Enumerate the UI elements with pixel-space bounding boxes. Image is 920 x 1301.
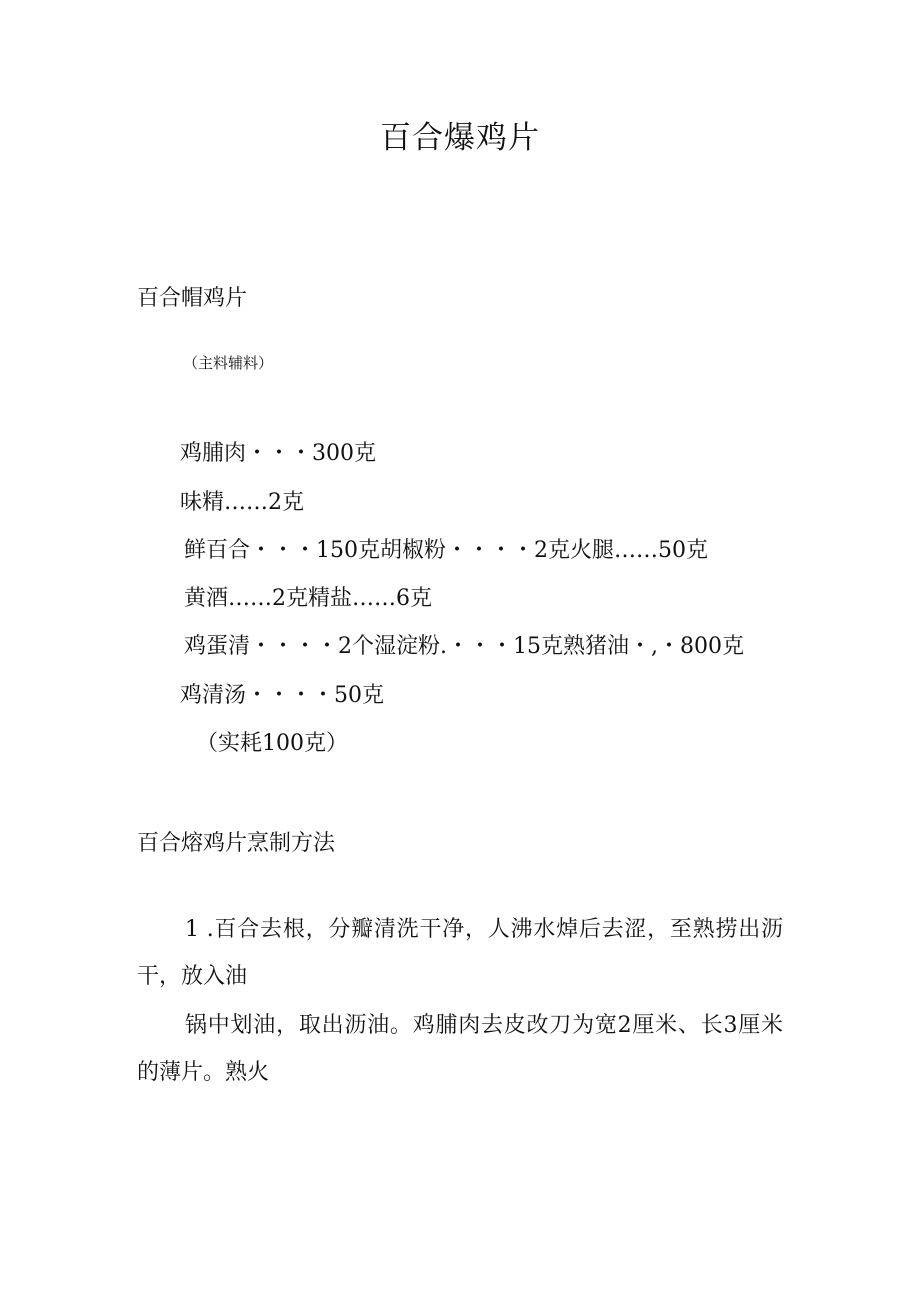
method-paragraph: 1 .百合去根，分瓣清洗干净，人沸水焯后去涩，至熟捞出沥干，放入油 <box>137 917 783 989</box>
section-heading-ingredients: 百合帽鸡片 <box>137 286 248 311</box>
ingredient-line: 鸡蛋清・・・・2个湿淀粉.・・・15克熟猪油・,・800克 <box>184 634 744 659</box>
ingredients-note: （主料辅料） <box>183 354 274 372</box>
ingredient-line: 鲜百合・・・150克胡椒粉・・・・2克火腿……50克 <box>184 538 708 563</box>
ingredient-line: 鸡脯肉・・・300克 <box>180 441 376 466</box>
method-paragraph: 锅中划油，取出沥油。鸡脯肉去皮改刀为宽2厘米、长3厘米的薄片。熟火 <box>137 1013 783 1085</box>
ingredient-line: （实耗100克） <box>196 731 348 756</box>
section-heading-method: 百合熔鸡片烹制方法 <box>137 831 336 856</box>
page-title: 百合爆鸡片 <box>380 120 540 156</box>
ingredient-line: 鸡清汤・・・・50克 <box>180 683 384 708</box>
ingredient-line: 味精……2克 <box>180 490 304 515</box>
ingredient-line: 黄酒……2克精盐……6克 <box>184 586 432 611</box>
